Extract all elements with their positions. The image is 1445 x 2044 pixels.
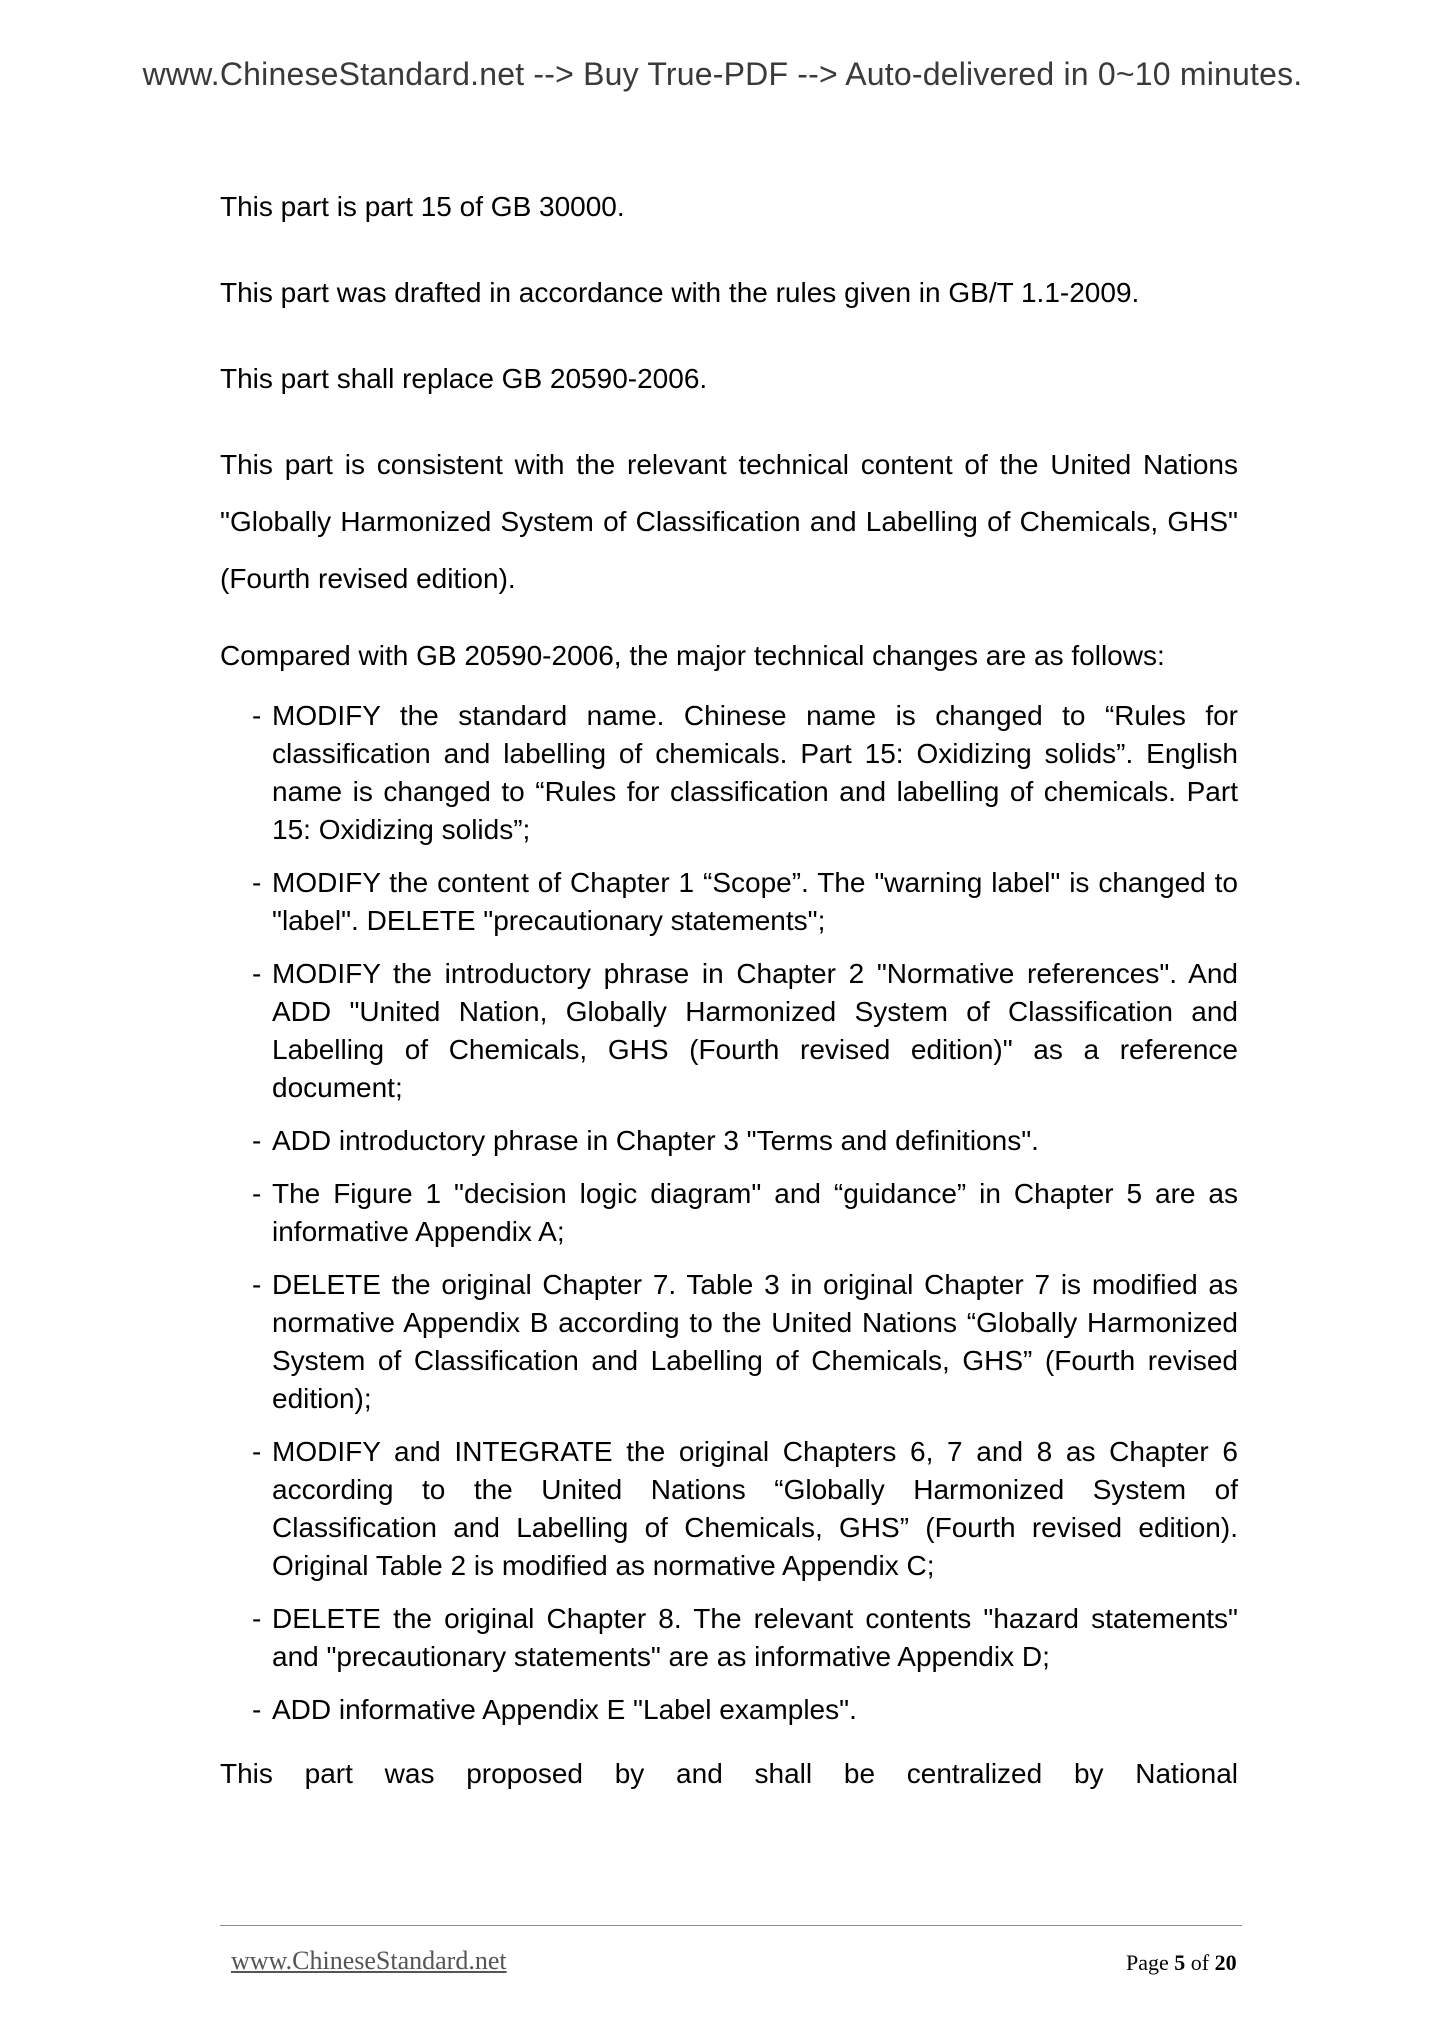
list-item-text: ADD introductory phrase in Chapter 3 "Terms and definitions".	[272, 1125, 1039, 1156]
list-item	[220, 1433, 1238, 1585]
list-item-text: MODIFY and INTEGRATE the original Chapters 6, 7 and 8 as Chapter 6 according to the United Nations “Globally Harmonized System of Classification and Labelling of Chemicals, GHS” (Fourth revised edition). Original Table 2 is modified as normative Appendix C;	[272, 1436, 1238, 1581]
footer-divider	[220, 1925, 1242, 1926]
list-item-text: DELETE the original Chapter 8. The relevant contents "hazard statements" and "precautionary statements" are as informative Appendix D;	[272, 1603, 1238, 1672]
list-item	[220, 1600, 1238, 1676]
list-dash: -	[252, 1436, 262, 1467]
paragraph-proposed-by: This part was proposed by and shall be centralized by National	[220, 1758, 1238, 1789]
list-item-text: The Figure 1 "decision logic diagram" and “guidance” in Chapter 5 are as informative Appendix A;	[272, 1178, 1238, 1247]
list-item-text: MODIFY the content of Chapter 1 “Scope”. The "warning label" is changed to "label". DELETE "precautionary statements";	[272, 867, 1238, 936]
top-banner[interactable]: www.ChineseStandard.net --> Buy True-PDF --> Auto-delivered in 0~10 minutes.	[142, 56, 1303, 92]
footer-site-link[interactable]: www.ChineseStandard.net	[231, 1946, 507, 1975]
list-dash: -	[252, 1125, 262, 1156]
page-of: of	[1190, 1950, 1210, 1975]
list-dash: -	[252, 958, 262, 989]
paragraph-replaces: This part shall replace GB 20590-2006.	[220, 363, 708, 394]
paragraph-changes-intro: Compared with GB 20590-2006, the major technical changes are as follows:	[220, 640, 1165, 671]
list-item	[220, 1175, 1238, 1251]
list-item	[220, 1122, 1238, 1160]
document-body	[220, 188, 1238, 1793]
list-dash: -	[252, 1603, 262, 1634]
paragraph-drafting-rules: This part was drafted in accordance with the rules given in GB/T 1.1-2009.	[220, 277, 1140, 308]
list-item	[220, 697, 1238, 849]
paragraph-part-number: This part is part 15 of GB 30000.	[220, 191, 625, 222]
list-item-text: MODIFY the introductory phrase in Chapter 2 "Normative references". And ADD "United Nation, Globally Harmonized System of Classification and Labelling of Chemicals, GHS (Fourth revised edition)" as a reference document;	[272, 958, 1238, 1103]
page-number	[1126, 1950, 1237, 1976]
list-item-text: ADD informative Appendix E "Label examples".	[272, 1694, 857, 1725]
list-dash: -	[252, 867, 262, 898]
changes-list	[220, 697, 1238, 1729]
list-item	[220, 1266, 1238, 1418]
page-current: 5	[1174, 1950, 1186, 1975]
list-item	[220, 1691, 1238, 1729]
list-item-text: MODIFY the standard name. Chinese name is changed to “Rules for classification and labelling of chemicals. Part 15: Oxidizing solids”. English name is changed to “Rules for classification and labelling of chemicals. Part 15: Oxidizing solids”;	[272, 700, 1238, 845]
list-item	[220, 864, 1238, 940]
list-dash: -	[252, 1694, 262, 1725]
list-dash: -	[252, 700, 262, 731]
paragraph-consistency: This part is consistent with the relevant technical content of the United Nations "Globally Harmonized System of Classification and Labelling of Chemicals, GHS" (Fourth revised edition).	[220, 449, 1238, 594]
list-item	[220, 955, 1238, 1107]
list-dash: -	[252, 1178, 262, 1209]
page-total: 20	[1214, 1950, 1237, 1975]
list-item-text: DELETE the original Chapter 7. Table 3 in original Chapter 7 is modified as normative Appendix B according to the United Nations “Globally Harmonized System of Classification and Labelling of Chemicals, GHS” (Fourth revised edition);	[272, 1269, 1238, 1414]
list-dash: -	[252, 1269, 262, 1300]
page-prefix: Page	[1126, 1950, 1169, 1975]
